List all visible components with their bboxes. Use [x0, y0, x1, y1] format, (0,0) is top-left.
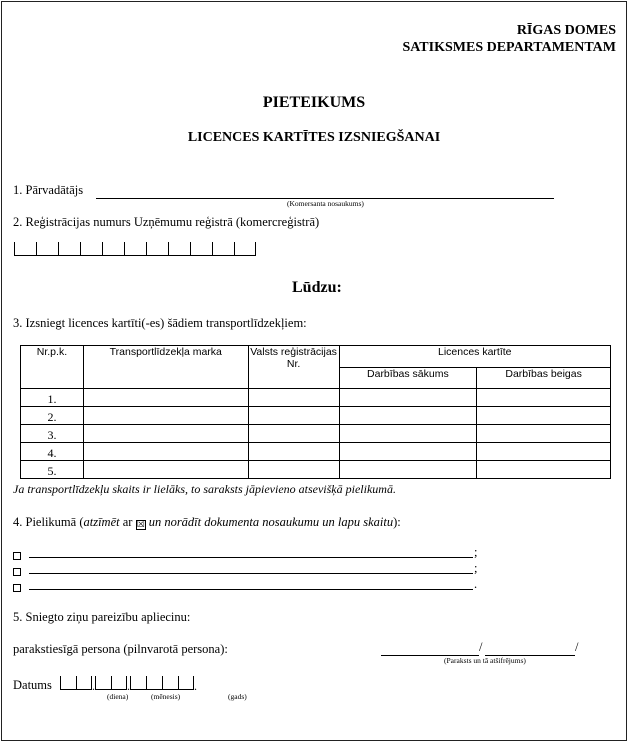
reg-digit-box[interactable] [124, 242, 146, 256]
end-cell[interactable] [477, 389, 611, 407]
plate-cell[interactable] [248, 425, 339, 443]
table-row [21, 425, 611, 443]
reg-digit-box[interactable] [36, 242, 58, 256]
attachment-checkbox[interactable] [13, 568, 21, 576]
signatory-label: parakstiesīgā persona (pilnvarotā persona): [13, 642, 228, 656]
date-label: Datums [13, 678, 52, 692]
addressee-line-1: RĪGAS DOMES [516, 23, 616, 38]
year-hint: (gads) [228, 692, 247, 701]
reg-digit-box[interactable] [80, 242, 102, 256]
item4-label-start: 4. Pielikumā ( [13, 515, 84, 529]
item4-label [13, 515, 401, 530]
attachment-row-3 [13, 579, 21, 597]
end-cell[interactable] [477, 443, 611, 461]
date-digit-box[interactable] [162, 676, 178, 690]
col-header-licence: Licences kartīte [339, 346, 610, 368]
table-row [21, 407, 611, 425]
plate-cell[interactable] [248, 443, 339, 461]
row-number: 1. [21, 389, 84, 407]
attachment-line-3[interactable] [29, 589, 473, 590]
start-cell[interactable] [339, 443, 477, 461]
reg-digit-box[interactable] [58, 242, 80, 256]
table-note: Ja transportlīdzekļu skaits ir lielāks, to saraksts jāpievieno atsevišķā pielikumā. [13, 482, 396, 496]
reg-digit-box[interactable] [146, 242, 168, 256]
reg-digit-box[interactable] [168, 242, 190, 256]
attachment-line-1[interactable] [29, 557, 473, 558]
date-digit-box[interactable] [146, 676, 162, 690]
col-header-end: Darbības beigas [477, 367, 611, 389]
attachment-end-3: . [474, 577, 478, 591]
start-cell[interactable] [339, 407, 477, 425]
item4-label-end: ): [393, 515, 401, 529]
item4-label-italic1: atzīmēt [83, 515, 120, 529]
application-form [1, 1, 627, 741]
row-number: 4. [21, 443, 84, 461]
day-hint: (diena) [107, 692, 129, 701]
col-header-brand: Transportlīdzekļa marka [83, 346, 248, 389]
month-boxes[interactable] [95, 676, 127, 690]
table-row [21, 389, 611, 407]
brand-cell[interactable] [83, 443, 248, 461]
registration-number-label: 2. Reģistrācijas numurs Uzņēmumu reģistrā (komercreģistrā) [13, 215, 320, 229]
plate-cell[interactable] [248, 461, 339, 479]
form-subtitle: LICENCES KARTĪTES IZSNIEGŠANAI [187, 130, 441, 145]
item5-label: 5. Sniegto ziņu pareizību apliecinu: [13, 610, 191, 624]
attachment-checkbox[interactable] [13, 552, 21, 560]
col-header-plate: Valsts reģistrācijas Nr. [248, 346, 339, 389]
col-header-nr: Nr.p.k. [21, 346, 84, 389]
form-title: PIETEIKUMS [262, 94, 366, 111]
item3-label: 3. Izsniegt licences kartīti(-es) šādiem transportlīdzekļiem: [13, 316, 307, 330]
brand-cell[interactable] [83, 389, 248, 407]
attachment-end-2: ; [474, 561, 478, 575]
attachment-checkbox[interactable] [13, 584, 21, 592]
checked-box-icon: ☒ [136, 520, 145, 530]
reg-digit-box[interactable] [212, 242, 234, 256]
end-cell[interactable] [477, 461, 611, 479]
year-boxes[interactable] [130, 676, 194, 690]
attachment-line-2[interactable] [29, 573, 473, 574]
item4-label-italic2: un norādīt dokumenta nosaukumu un lapu skaitu [145, 515, 394, 529]
end-cell[interactable] [477, 407, 611, 425]
row-number: 3. [21, 425, 84, 443]
date-separator-2: . [127, 679, 130, 693]
vehicles-table [20, 345, 611, 479]
signature-hint: (Paraksts un tā atšifrējums) [444, 656, 526, 665]
request-heading: Lūdzu: [292, 279, 342, 296]
date-digit-box[interactable] [130, 676, 146, 690]
table-row [21, 461, 611, 479]
day-boxes[interactable] [60, 676, 92, 690]
row-number: 2. [21, 407, 84, 425]
reg-digit-box[interactable] [14, 242, 36, 256]
row-number: 5. [21, 461, 84, 479]
date-end-dot: . [194, 679, 197, 693]
item4-label-mid: ar [119, 515, 136, 529]
date-digit-box[interactable] [60, 676, 76, 690]
brand-cell[interactable] [83, 425, 248, 443]
signature-slash-2: / [575, 640, 579, 654]
date-digit-box[interactable] [76, 676, 92, 690]
table-row [21, 443, 611, 461]
attachment-end-1: ; [474, 545, 478, 559]
brand-cell[interactable] [83, 461, 248, 479]
start-cell[interactable] [339, 461, 477, 479]
reg-digit-box[interactable] [190, 242, 212, 256]
month-hint: (mēnesis) [151, 692, 181, 701]
end-cell[interactable] [477, 425, 611, 443]
start-cell[interactable] [339, 389, 477, 407]
date-digit-box[interactable] [111, 676, 127, 690]
date-separator-1: . [92, 679, 95, 693]
plate-cell[interactable] [248, 389, 339, 407]
start-cell[interactable] [339, 425, 477, 443]
carrier-label: 1. Pārvadātājs [13, 183, 84, 197]
col-header-start: Darbības sākums [339, 367, 477, 389]
plate-cell[interactable] [248, 407, 339, 425]
reg-digit-box[interactable] [234, 242, 256, 256]
registration-number-boxes[interactable] [14, 240, 256, 256]
addressee-line-2: SATIKSMES DEPARTAMENTAM [402, 40, 616, 55]
date-digit-box[interactable] [95, 676, 111, 690]
brand-cell[interactable] [83, 407, 248, 425]
date-digit-box[interactable] [178, 676, 194, 690]
signature-slash-1: / [479, 640, 483, 654]
addressee [402, 22, 616, 56]
reg-digit-box[interactable] [102, 242, 124, 256]
carrier-hint: (Komersanta nosaukums) [287, 199, 364, 208]
